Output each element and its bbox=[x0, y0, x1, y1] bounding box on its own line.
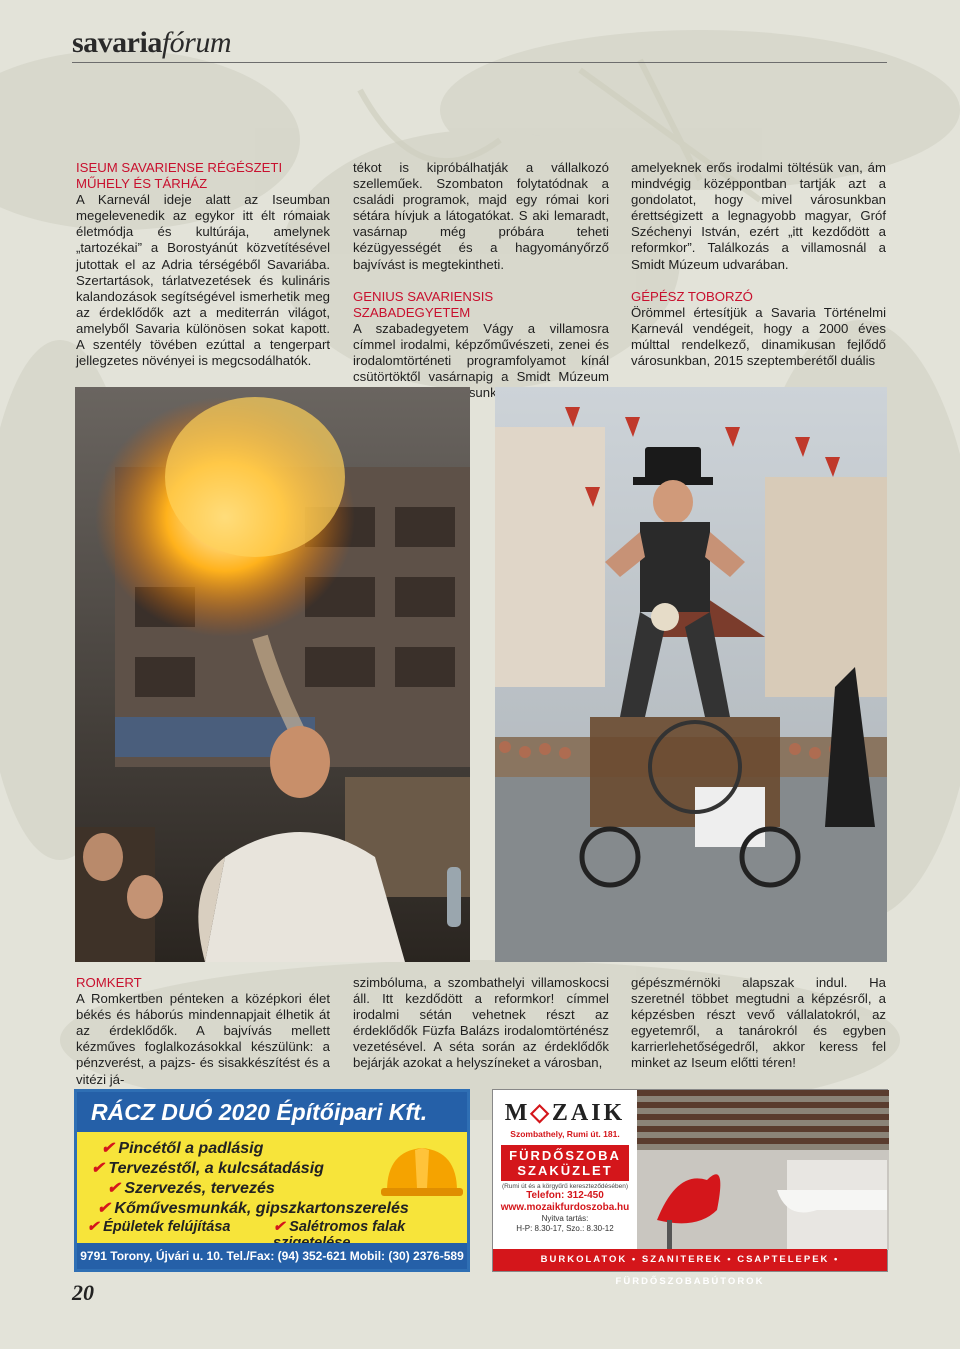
heading-iseum-2: MŰHELY ÉS TÁRHÁZ bbox=[76, 176, 208, 192]
paragraph-genius: A szabadegyetem Vágy a villamosra címmel irodalmi, képzőművészeti, zenei és irodalomtörténeti programfolyamot kínál csütörtöktől vasárnapig a Smidt Múzeum bbox=[353, 320, 609, 385]
ad-mozaik-web: www.mozaikfurdoszoba.hu bbox=[500, 1202, 630, 1213]
check-icon: ✔ bbox=[97, 1200, 111, 1217]
ad-mozaik-address: Szombathely, Rumi út. 181. bbox=[510, 1129, 620, 1139]
photo-steampunk-bicycle bbox=[495, 387, 887, 962]
ad-mozaik-brand: M◇ZAIK bbox=[504, 1100, 626, 1126]
ad-mozaik-info bbox=[493, 1090, 637, 1250]
check-icon: ✔ bbox=[273, 1219, 286, 1235]
page-number: 20 bbox=[72, 1280, 94, 1305]
column-1-top bbox=[76, 160, 330, 369]
ad-item: ✔ Szervezés, tervezés bbox=[107, 1180, 275, 1197]
paragraph-romkert: A Romkertben pénteken a középkori élet békés és háborús mindennapjait élhetik át az érdeklődők. A bajvívás mellett kézműves foglalkozásokkal készülünk: a pénzverést, a pajzs- és sisakkészítést és a vitézi já- bbox=[76, 991, 330, 1087]
check-icon: ✔ bbox=[101, 1140, 115, 1157]
column-3-top bbox=[631, 160, 886, 369]
column-3-bottom bbox=[631, 975, 886, 1072]
ad-racz-duo[interactable] bbox=[74, 1089, 470, 1272]
paragraph-iseum: A Karnevál ideje alatt az Iseumban megelevenedik az egykor itt élt rómaiak életmódja és kultúrája, amelynek „tartozékai” a Borostyánút közvetítésével jutottak el az Adria térségéből Savariába. Szertartások, tárlatvezetések és kulináris kalandozások segítségével ismerhetik meg az érdeklődők azt a mediterrán világot, amelyből Savaria különösen sokat kapott. A szentély tövében ezúttal a tengerpart jellegzetes növényei is megcsodálhatók. bbox=[76, 192, 330, 369]
column-1-bottom bbox=[76, 975, 330, 1088]
ad-mozaik-phone: Telefon: 312-450 bbox=[526, 1190, 604, 1201]
ad-item: ✔ Kőművesmunkák, gipszkartonszerelés bbox=[97, 1200, 409, 1217]
masthead bbox=[72, 26, 231, 60]
bathroom-image bbox=[637, 1090, 889, 1250]
paragraph-continued: tékot is kipróbálhatják a vállalkozó szelleműek. Szombaton folytatódnak a családi programok, majd egy római kori sétára hívjuk a látogatókat. S aki lemaradt, vasárnap még próbára teheti kézügyességét és a hagyományőrző bajvívást is megtekintheti. bbox=[353, 160, 609, 272]
paragraph-reformkor: amelyeknek erős irodalmi töltésük van, ám mindvégig középpontban tartják azt a gondolatot, hogy mivel városunkban érettségizett a legnagyobb magyar, Gróf Széchenyi István, ezért „itt kezdődött a reformkor”. Találkozás a villamosnál a Smidt Múzeum udvarában. bbox=[631, 160, 886, 272]
heading-romkert: ROMKERT bbox=[76, 975, 142, 990]
ad-mozaik[interactable] bbox=[492, 1089, 888, 1287]
ad-mozaik-categories: BURKOLATOK • SZANITEREK • CSAPTELEPEK • FÜRDŐSZOBABÚTOROK bbox=[493, 1249, 887, 1271]
column-2-top bbox=[353, 160, 609, 401]
masthead-bold: savaria bbox=[72, 26, 162, 59]
paragraph-gepesz: Örömmel értesítjük a Savaria Történelmi Karnevál vendégeit, hogy a 2000 éves múlttal rendelkező, dinamikusan fejlődő városunkban, 2015 szeptemberétől duális bbox=[631, 304, 886, 369]
ad-item: ✔ Pincétől a padlásig bbox=[101, 1140, 264, 1157]
ad-racz-footer: 9791 Torony, Újvári u. 10. Tel./Fax: (94) 352-621 Mobil: (30) 2376-589 bbox=[77, 1243, 467, 1269]
ad-mozaik-location: (Rumi út és a körgyűrű kereszteződésében) bbox=[501, 1183, 629, 1190]
ad-mozaik-hours-label: Nyitva tartás: bbox=[541, 1214, 589, 1223]
heading-genius: GENIUS SAVARIENSIS SZABADEGYETEM bbox=[353, 288, 494, 320]
check-icon: ✔ bbox=[91, 1160, 105, 1177]
check-icon: ✔ bbox=[87, 1219, 100, 1235]
column-2-bottom bbox=[353, 975, 609, 1072]
paragraph-villamos: szimbóluma, a szombathelyi villamoskocsi áll. Itt kezdődött a reformkor! címmel irodalmi sétán vehetnek részt az érdeklődők Füzfa Balázs irodalomtörténész vezetésével. A séta során az érdeklődők bejárják azokat a helyszíneket a városban, bbox=[353, 975, 609, 1071]
ad-mozaik-hours: H-P: 8.30-17, Szo.: 8.30-12 bbox=[516, 1224, 614, 1233]
masthead-italic: fórum bbox=[161, 26, 232, 59]
ad-item: ✔ Salétromos falak bbox=[273, 1219, 406, 1235]
heading-iseum-1: ISEUM SAVARIENSE RÉGÉSZETI bbox=[76, 160, 283, 175]
paragraph-gepesz-cont: gépészmérnöki alapszak indul. Ha szeretnél többet megtudni a képzésről, a képzésben részt vevő vállalatokról, az egyetemről, a tanárokról és egyben karrierlehetőségedről, akkor keress fel minket az Iseum előtti téren! bbox=[631, 975, 886, 1071]
ad-item: ✔ Tervezéstől, a kulcsátadásig bbox=[91, 1160, 324, 1177]
photo-fire-breather bbox=[75, 387, 470, 962]
ad-item: ✔ Épületek felújítása bbox=[87, 1219, 231, 1235]
hardhat-icon bbox=[377, 1136, 467, 1216]
heading-gepesz: GÉPÉSZ TOBORZÓ bbox=[631, 288, 753, 304]
ad-racz-title: RÁCZ DUÓ 2020 Építőipari Kft. bbox=[77, 1092, 467, 1132]
ad-mozaik-box: FÜRDŐSZOBA SZAKÜZLET bbox=[501, 1145, 629, 1181]
masthead-rule bbox=[72, 62, 887, 63]
check-icon: ✔ bbox=[107, 1180, 121, 1197]
